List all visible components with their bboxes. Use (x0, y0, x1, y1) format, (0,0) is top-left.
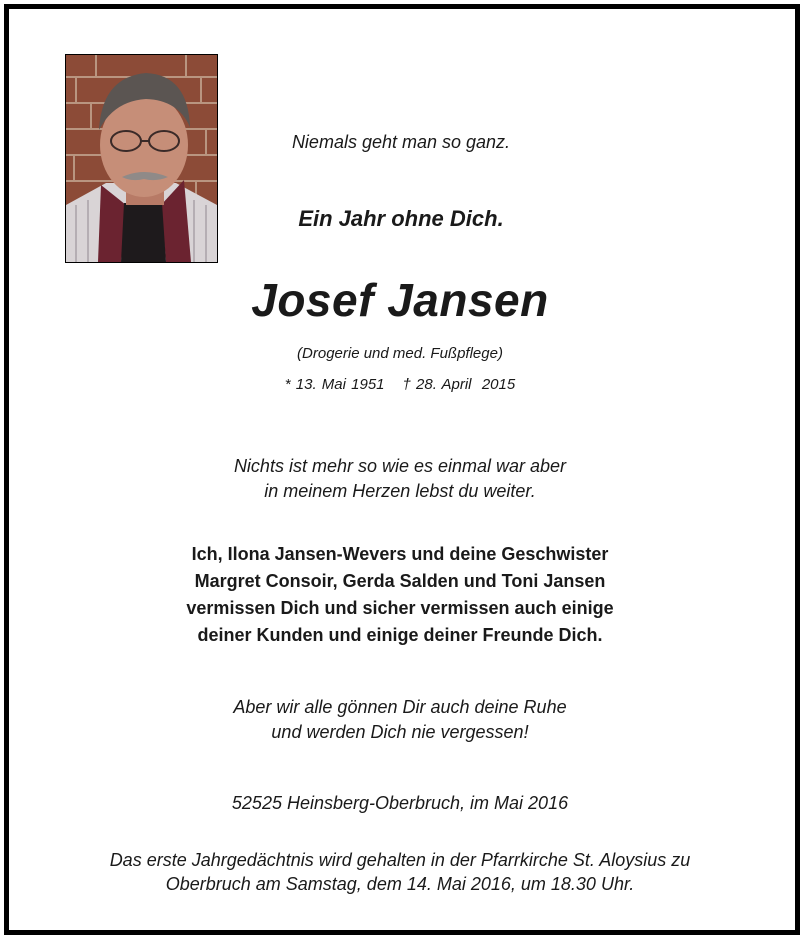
death-date: † 28. April 2015 (402, 376, 516, 393)
closing-text (0, 695, 800, 745)
verse (0, 454, 800, 504)
deceased-name: Josef Jansen (251, 274, 549, 326)
motto: Niemals geht man so ganz. (291, 132, 511, 152)
memorial-line: Oberbruch am Samstag, dem 14. Mai 2016, um 18.30 Uhr. (165, 874, 635, 894)
memorial-line: Das erste Jahrgedächtnis wird gehalten in der Pfarrkirche St. Aloysius zu (109, 850, 691, 870)
message-line: Margret Consoir, Gerda Salden und Toni Jansen (194, 571, 606, 591)
subtitle: Ein Jahr ohne Dich. (298, 206, 504, 231)
family-message (0, 541, 800, 649)
message-line: vermissen Dich und sicher vermissen auch einige (186, 598, 614, 618)
place-date: 52525 Heinsberg-Oberbruch, im Mai 2016 (231, 793, 569, 813)
birth-date: * 13. Mai 1951 (284, 376, 385, 393)
closing-line: und werden Dich nie vergessen! (271, 722, 529, 742)
portrait-photo (65, 54, 218, 263)
occupation: (Drogerie und med. Fußpflege) (297, 345, 503, 362)
message-line: deiner Kunden und einige deiner Freunde Dich. (197, 625, 603, 645)
verse-line: in meinem Herzen lebst du weiter. (264, 481, 536, 501)
verse-line: Nichts ist mehr so wie es einmal war aber (233, 456, 567, 476)
life-dates (0, 376, 800, 393)
message-line: Ich, Ilona Jansen-Wevers und deine Geschwister (191, 544, 609, 564)
closing-line: Aber wir alle gönnen Dir auch deine Ruhe (233, 697, 567, 717)
memorial-notice (0, 848, 800, 896)
